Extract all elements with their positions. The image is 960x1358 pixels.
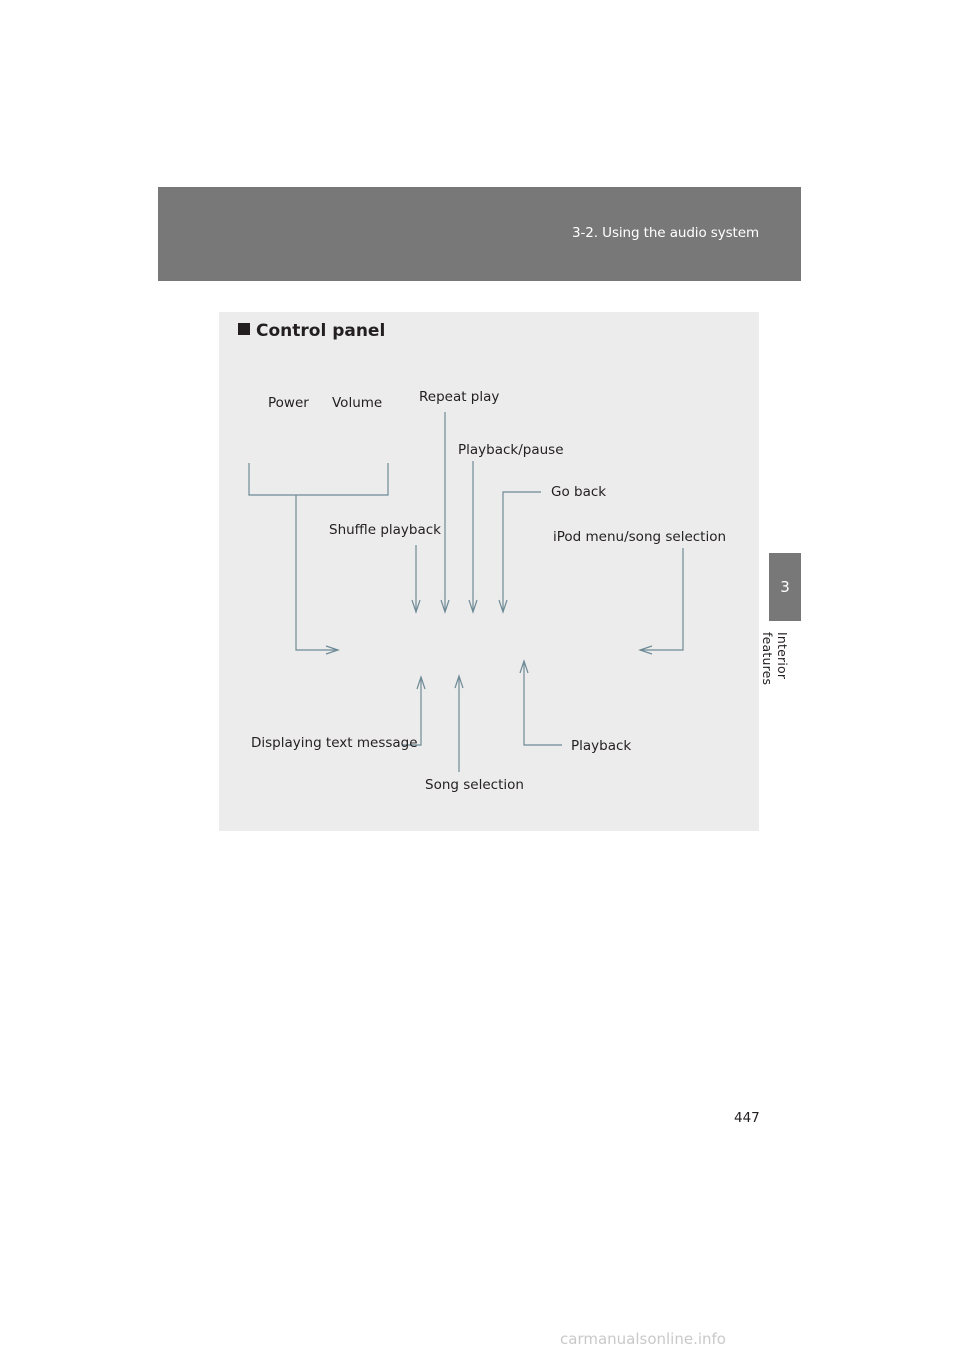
callout-playback: Playback (571, 738, 632, 754)
callout-repeat-play: Repeat play (419, 389, 500, 405)
callout-volume: Volume (332, 395, 383, 411)
page-number: 447 (734, 1110, 760, 1126)
watermark[interactable]: carmanualsonline.info (560, 1330, 726, 1348)
callout-go-back: Go back (551, 484, 607, 500)
header-title: 3-2. Using the audio system (572, 225, 759, 241)
section-heading (238, 321, 385, 341)
callout-playback-pause: Playback/pause (458, 442, 564, 458)
chapter-tab[interactable] (769, 553, 801, 621)
callout-shuffle-playback: Shuffle playback (329, 522, 441, 538)
section-heading-text: Control panel (256, 321, 386, 341)
callout-displaying-text: Displaying text message (251, 735, 418, 751)
chapter-header-bar (158, 187, 801, 281)
callout-ipod-menu: iPod menu/song selection (553, 529, 727, 545)
chapter-side-label: Interior features (760, 632, 790, 686)
callout-power: Power (268, 395, 309, 411)
callout-song-selection: Song selection (425, 777, 524, 793)
square-bullet-icon (238, 323, 250, 335)
chapter-number: 3 (780, 578, 790, 596)
